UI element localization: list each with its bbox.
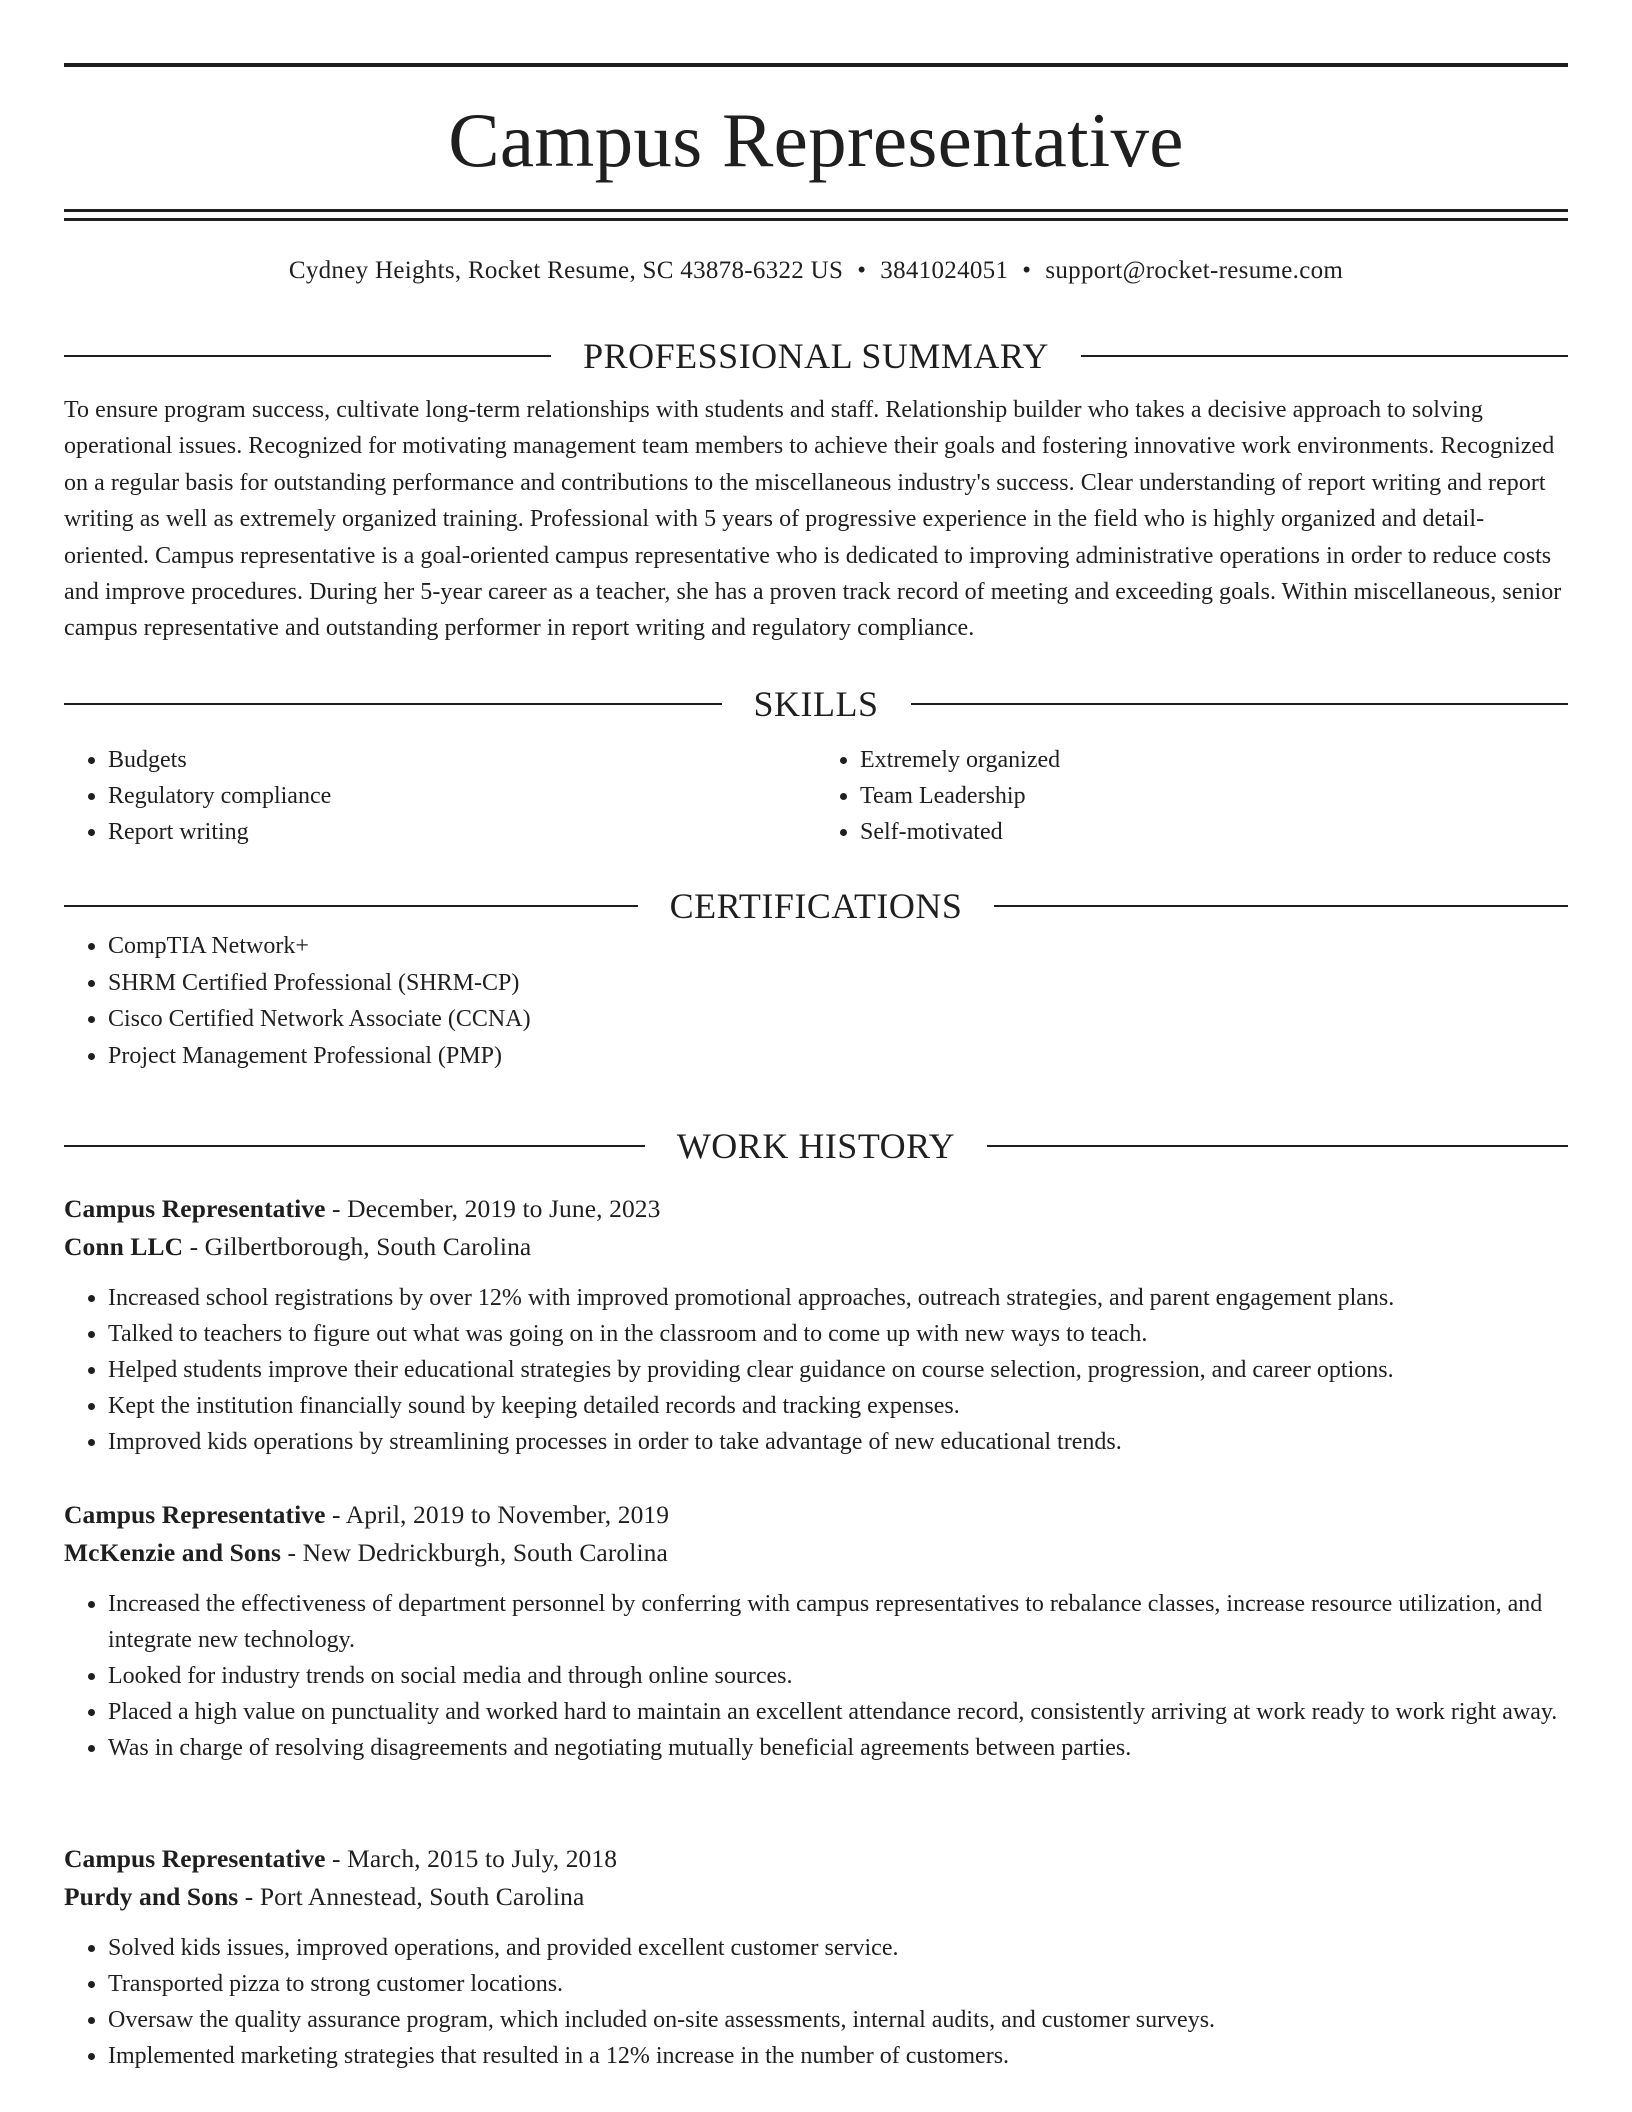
job-bullets — [64, 1930, 1568, 2074]
skill-item: • Team Leadership — [860, 778, 1568, 814]
certification-item: • Cisco Certified Network Associate (CCNA) — [108, 1001, 1568, 1038]
contact-email: support@rocket-resume.com — [1045, 257, 1344, 284]
resume-title: Campus Representative — [448, 97, 1184, 183]
job-title-line — [64, 1190, 1568, 1228]
certifications-list — [64, 928, 1568, 1074]
job-title: Campus Representative — [64, 1194, 326, 1223]
skills-section — [64, 682, 1568, 850]
job-bullet: • Improved kids operations by streamlining processes in order to take advantage of new educational trends. — [108, 1424, 1568, 1460]
summary-heading — [64, 334, 1568, 378]
job-entry — [64, 1496, 1568, 1766]
job-bullets — [64, 1586, 1568, 1766]
work-history-section — [64, 1124, 1568, 1168]
certification-item: • Project Management Professional (PMP) — [108, 1038, 1568, 1075]
job-dates: - April, 2019 to November, 2019 — [325, 1500, 670, 1529]
contact-separator: • — [857, 257, 867, 284]
heading-rule — [994, 905, 1568, 907]
skill-item: • Report writing — [108, 814, 816, 850]
job-title: Campus Representative — [64, 1500, 326, 1529]
job-title-line — [64, 1840, 1568, 1878]
job-dates: - March, 2015 to July, 2018 — [325, 1844, 618, 1873]
job-location: - Port Annestead, South Carolina — [238, 1882, 585, 1911]
skill-item: • Self-motivated — [860, 814, 1568, 850]
job-company-line — [64, 1228, 1568, 1266]
heading-rule — [64, 355, 551, 357]
job-title: Campus Representative — [64, 1844, 326, 1873]
job-bullet: • Placed a high value on punctuality and worked hard to maintain an excellent attendance record, consistently arriving at work ready to work right away. — [108, 1694, 1568, 1730]
contact-separator: • — [1022, 257, 1032, 284]
job-dates: - December, 2019 to June, 2023 — [325, 1194, 661, 1223]
job-bullet: • Talked to teachers to figure out what was going on in the classroom and to come up with new ways to teach. — [108, 1316, 1568, 1352]
job-bullet: • Implemented marketing strategies that resulted in a 12% increase in the number of customers. — [108, 2038, 1568, 2074]
work-history-heading-label: WORK HISTORY — [676, 1126, 956, 1166]
certification-item: • SHRM Certified Professional (SHRM-CP) — [108, 965, 1568, 1002]
skills-heading — [64, 682, 1568, 726]
job-bullet: • Oversaw the quality assurance program, which included on-site assessments, internal audits, and customer surveys. — [108, 2002, 1568, 2038]
job-bullet: • Transported pizza to strong customer locations. — [108, 1966, 1568, 2002]
job-bullet: • Kept the institution financially sound by keeping detailed records and tracking expenses. — [108, 1388, 1568, 1424]
job-company-line — [64, 1534, 1568, 1572]
skills-left-list — [64, 742, 816, 850]
contact-line — [64, 254, 1568, 288]
job-company-line — [64, 1878, 1568, 1916]
heading-rule — [987, 1145, 1568, 1147]
title-double-rule — [64, 209, 1568, 221]
job-title-line — [64, 1496, 1568, 1534]
certifications-heading-label: CERTIFICATIONS — [669, 886, 963, 926]
job-bullet: • Helped students improve their educational strategies by providing clear guidance on course selection, progression, and career options. — [108, 1352, 1568, 1388]
job-bullet: • Increased the effectiveness of department personnel by conferring with campus representatives to rebalance classes, increase resource utilization, and integrate new technology. — [108, 1586, 1568, 1658]
job-bullet: • Was in charge of resolving disagreements and negotiating mutually beneficial agreements between parties. — [108, 1730, 1568, 1766]
heading-rule — [64, 1145, 645, 1147]
summary-section — [64, 334, 1568, 647]
heading-rule — [64, 905, 638, 907]
job-location: - New Dedrickburgh, South Carolina — [281, 1538, 668, 1567]
heading-rule — [1081, 355, 1568, 357]
skill-item: • Regulatory compliance — [108, 778, 816, 814]
contact-phone: 3841024051 — [880, 257, 1009, 284]
job-company: Purdy and Sons — [64, 1882, 239, 1911]
certifications-heading — [64, 884, 1568, 928]
skill-item: • Budgets — [108, 742, 816, 778]
contact-address: Cydney Heights, Rocket Resume, SC 43878-6322 US — [288, 257, 844, 284]
summary-heading-label: PROFESSIONAL SUMMARY — [583, 336, 1049, 376]
job-bullet: • Increased school registrations by over 12% with improved promotional approaches, outreach strategies, and parent engagement plans. — [108, 1280, 1568, 1316]
certification-item: • CompTIA Network+ — [108, 928, 1568, 965]
job-bullet: • Solved kids issues, improved operations, and provided excellent customer service. — [108, 1930, 1568, 1966]
job-location: - Gilbertborough, South Carolina — [183, 1232, 532, 1261]
job-entry — [64, 1840, 1568, 2074]
heading-rule — [64, 703, 722, 705]
heading-rule — [911, 703, 1569, 705]
summary-text: To ensure program success, cultivate long-term relationships with students and staff. Relationship builder who takes a decisive approach to solving operational issues. Recognized for motivating management team members to achieve their goals and fostering innovative work environments. Recognized on a regular basis for outstanding performance and contributions to the miscellaneous industry's success. Clear understanding of report writing and report writing as well as extremely organized training. Professional with 5 years of progressive experience in the field who is highly organized and detail-oriented. Campus representative is a goal-oriented campus representative who is dedicated to improving administrative operations in order to reduce costs and improve procedures. During her 5-year career as a teacher, she has a proven track record of meeting and exceeding goals. Within miscellaneous, senior campus representative and outstanding performer in report writing and regulatory compliance. — [64, 397, 1562, 642]
job-company: Conn LLC — [64, 1232, 184, 1261]
skill-item: • Extremely organized — [860, 742, 1568, 778]
job-company: McKenzie and Sons — [64, 1538, 282, 1567]
skills-grid — [64, 742, 1568, 850]
work-history-heading — [64, 1124, 1568, 1168]
certifications-section — [64, 884, 1568, 1074]
skills-right-list — [816, 742, 1568, 850]
job-bullet: • Looked for industry trends on social media and through online sources. — [108, 1658, 1568, 1694]
top-rule — [64, 63, 1568, 67]
job-entry — [64, 1190, 1568, 1460]
skills-heading-label: SKILLS — [753, 684, 879, 724]
job-bullets — [64, 1280, 1568, 1460]
